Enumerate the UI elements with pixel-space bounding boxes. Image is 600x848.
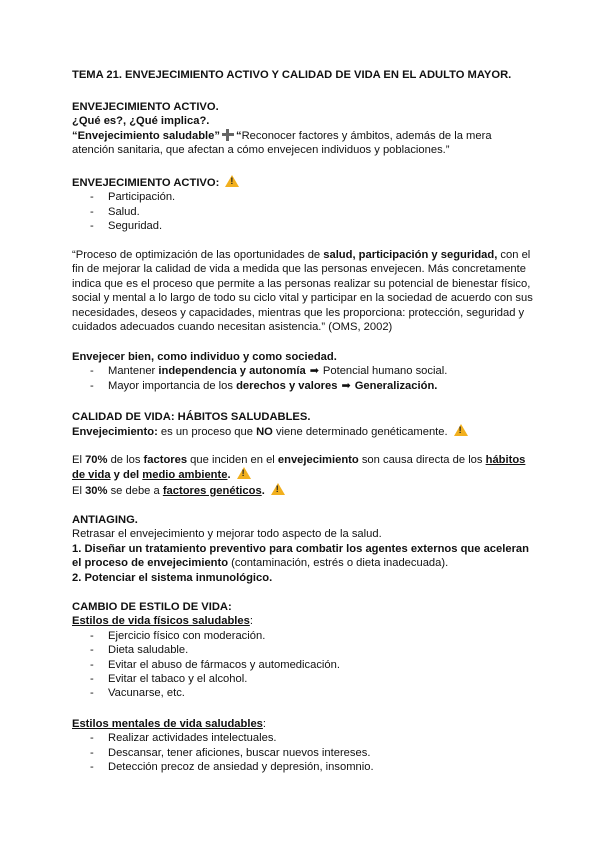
genetics-line — [72, 424, 534, 439]
text: El — [72, 484, 86, 497]
bold-text: . — [261, 484, 265, 497]
text: : — [249, 615, 253, 628]
bold-text: Envejecimiento: — [72, 426, 158, 439]
antiaging-point-2: 2. Potenciar el sistema inmunológico. — [72, 571, 273, 584]
list-item: - Vacunarse, etc. — [72, 686, 534, 700]
text: viene determinado genéticamente. — [272, 426, 448, 439]
list-item: - Descansar, tener aficiones, buscar nuevos intereses. — [72, 746, 534, 760]
subheading-mentales — [72, 717, 534, 731]
estilos-mentales-list — [72, 731, 534, 774]
section-calidad-de-vida — [72, 410, 534, 440]
list-item: - Detección precoz de ansiedad y depresión, insomnio. — [72, 760, 534, 774]
bold-text: y del — [110, 469, 143, 482]
bold-text: NO — [256, 426, 273, 439]
section-heading-text: ENVEJECIMIENTO ACTIVO: — [72, 177, 220, 189]
section-envejecer-bien — [72, 350, 534, 393]
text: se debe a — [107, 484, 163, 497]
text: : — [262, 718, 266, 730]
antiaging-point-1 — [72, 542, 534, 571]
antiaging-line: Retrasar el envejecimiento y mejorar todo aspecto de la salud. — [72, 528, 382, 541]
section-heading: Envejecer bien, como individuo y como sociedad. — [72, 351, 337, 363]
section-envejecimiento-activo-2 — [72, 175, 534, 234]
section-heading: ENVEJECIMIENTO ACTIVO. — [72, 101, 219, 113]
text: Potencial humano social. — [322, 365, 448, 378]
envejecer-bien-list — [72, 364, 534, 393]
warning-icon — [225, 175, 239, 187]
factors-70 — [72, 453, 534, 483]
arrow-right-icon: ➡ — [309, 365, 319, 378]
list-item — [72, 364, 534, 378]
list-item: - Evitar el tabaco y el alcohol. — [72, 672, 534, 686]
text: de los — [107, 454, 144, 466]
bold-text: envejecimiento — [277, 454, 359, 466]
warning-icon — [237, 467, 251, 479]
subheading-fisicos — [72, 614, 534, 628]
plus-icon — [222, 129, 234, 141]
underlined-bold: Estilos mentales de vida saludables — [72, 718, 263, 730]
bold-text: Generalización. — [354, 379, 438, 392]
list-item: - Seguridad. — [72, 219, 534, 233]
bold-text: independencia y autonomía — [158, 365, 306, 378]
list-item: - Realizar actividades intelectuales. — [72, 731, 534, 745]
section-heading: CAMBIO DE ESTILO DE VIDA: — [72, 601, 232, 613]
underlined-bold: Estilos de vida físicos saludables — [72, 615, 250, 628]
text: (contaminación, estrés o dieta inadecuada). — [228, 557, 449, 570]
quote-part: con el fin de mejorar la calidad de vida a medida que las personas envejecen. Más concretamente indica que es el proceso que permite a las personas realizar su potencial de bienestar físico, social y mental a lo largo de todo su ciclo vital y participar en la sociedad de acuerdo con sus necesidades, deseos y capacidades, mientras que les proporciona: protección, seguridad y cuidados adecuados cuando necesitan asistencia.” (OMS, 2002) — [72, 249, 533, 334]
underlined-bold: medio ambiente — [142, 469, 228, 482]
underlined-bold: factores genéticos — [162, 484, 262, 497]
factors-paragraph — [72, 453, 534, 498]
list-item: - Evitar el abuso de fármacos y automedicación. — [72, 658, 534, 672]
bold-text: . — [227, 469, 231, 482]
bold-text: factores — [143, 454, 188, 466]
underlined-bold: hábitos de vida — [72, 454, 526, 482]
list-item: - Participación. — [72, 190, 534, 204]
list-item: - Dieta saludable. — [72, 643, 534, 657]
section-antiaging — [72, 513, 534, 585]
text: es un proceso que — [157, 426, 257, 439]
text: Mantener — [108, 365, 159, 378]
percent: 30% — [85, 484, 108, 497]
list-item — [72, 379, 534, 393]
section-estilos-mentales — [72, 717, 534, 775]
section-envejecimiento-activo — [72, 100, 534, 158]
section-heading — [72, 175, 534, 190]
warning-icon — [454, 424, 468, 436]
bold-text: 1. Diseñar un tratamiento preventivo para combatir los agentes externos que aceleran el proceso de envejecimiento — [72, 542, 529, 570]
text: Mayor importancia de los — [108, 379, 237, 392]
term: “Envejecimiento saludable” — [72, 129, 220, 142]
arrow-right-icon: ➡ — [341, 379, 351, 392]
quote-mark: “ — [235, 129, 242, 142]
list-item: - Ejercicio físico con moderación. — [72, 629, 534, 643]
document-title: TEMA 21. ENVEJECIMIENTO ACTIVO Y CALIDAD DE VIDA EN EL ADULTO MAYOR. — [72, 69, 512, 81]
pillars-list — [72, 190, 534, 233]
factors-30 — [72, 483, 534, 498]
list-item: - Salud. — [72, 205, 534, 219]
bold-text: derechos y valores — [236, 379, 338, 392]
text: son causa directa de los — [358, 454, 486, 466]
section-heading: CALIDAD DE VIDA: HÁBITOS SALUDABLES. — [72, 411, 311, 423]
section-cambio-estilo — [72, 600, 534, 701]
section-heading: ANTIAGING. — [72, 514, 138, 526]
quote-part: “Proceso de optimización de las oportunidades de — [72, 249, 324, 261]
quote-bold: salud, participación y seguridad, — [323, 249, 498, 261]
definition-text: Reconocer factores y ámbitos, además de la mera atención sanitaria, que afectan a cómo envejecen individuos y poblaciones.” — [72, 129, 492, 157]
estilos-fisicos-list — [72, 629, 534, 701]
question-line: ¿Qué es?, ¿Qué implica?. — [72, 115, 210, 128]
definition-paragraph — [72, 129, 534, 158]
text: El — [72, 454, 86, 466]
warning-icon — [271, 483, 285, 495]
oms-quote — [72, 248, 534, 334]
text: que inciden en el — [187, 454, 278, 466]
percent: 70% — [85, 454, 108, 466]
oms-quote-paragraph — [72, 248, 534, 334]
